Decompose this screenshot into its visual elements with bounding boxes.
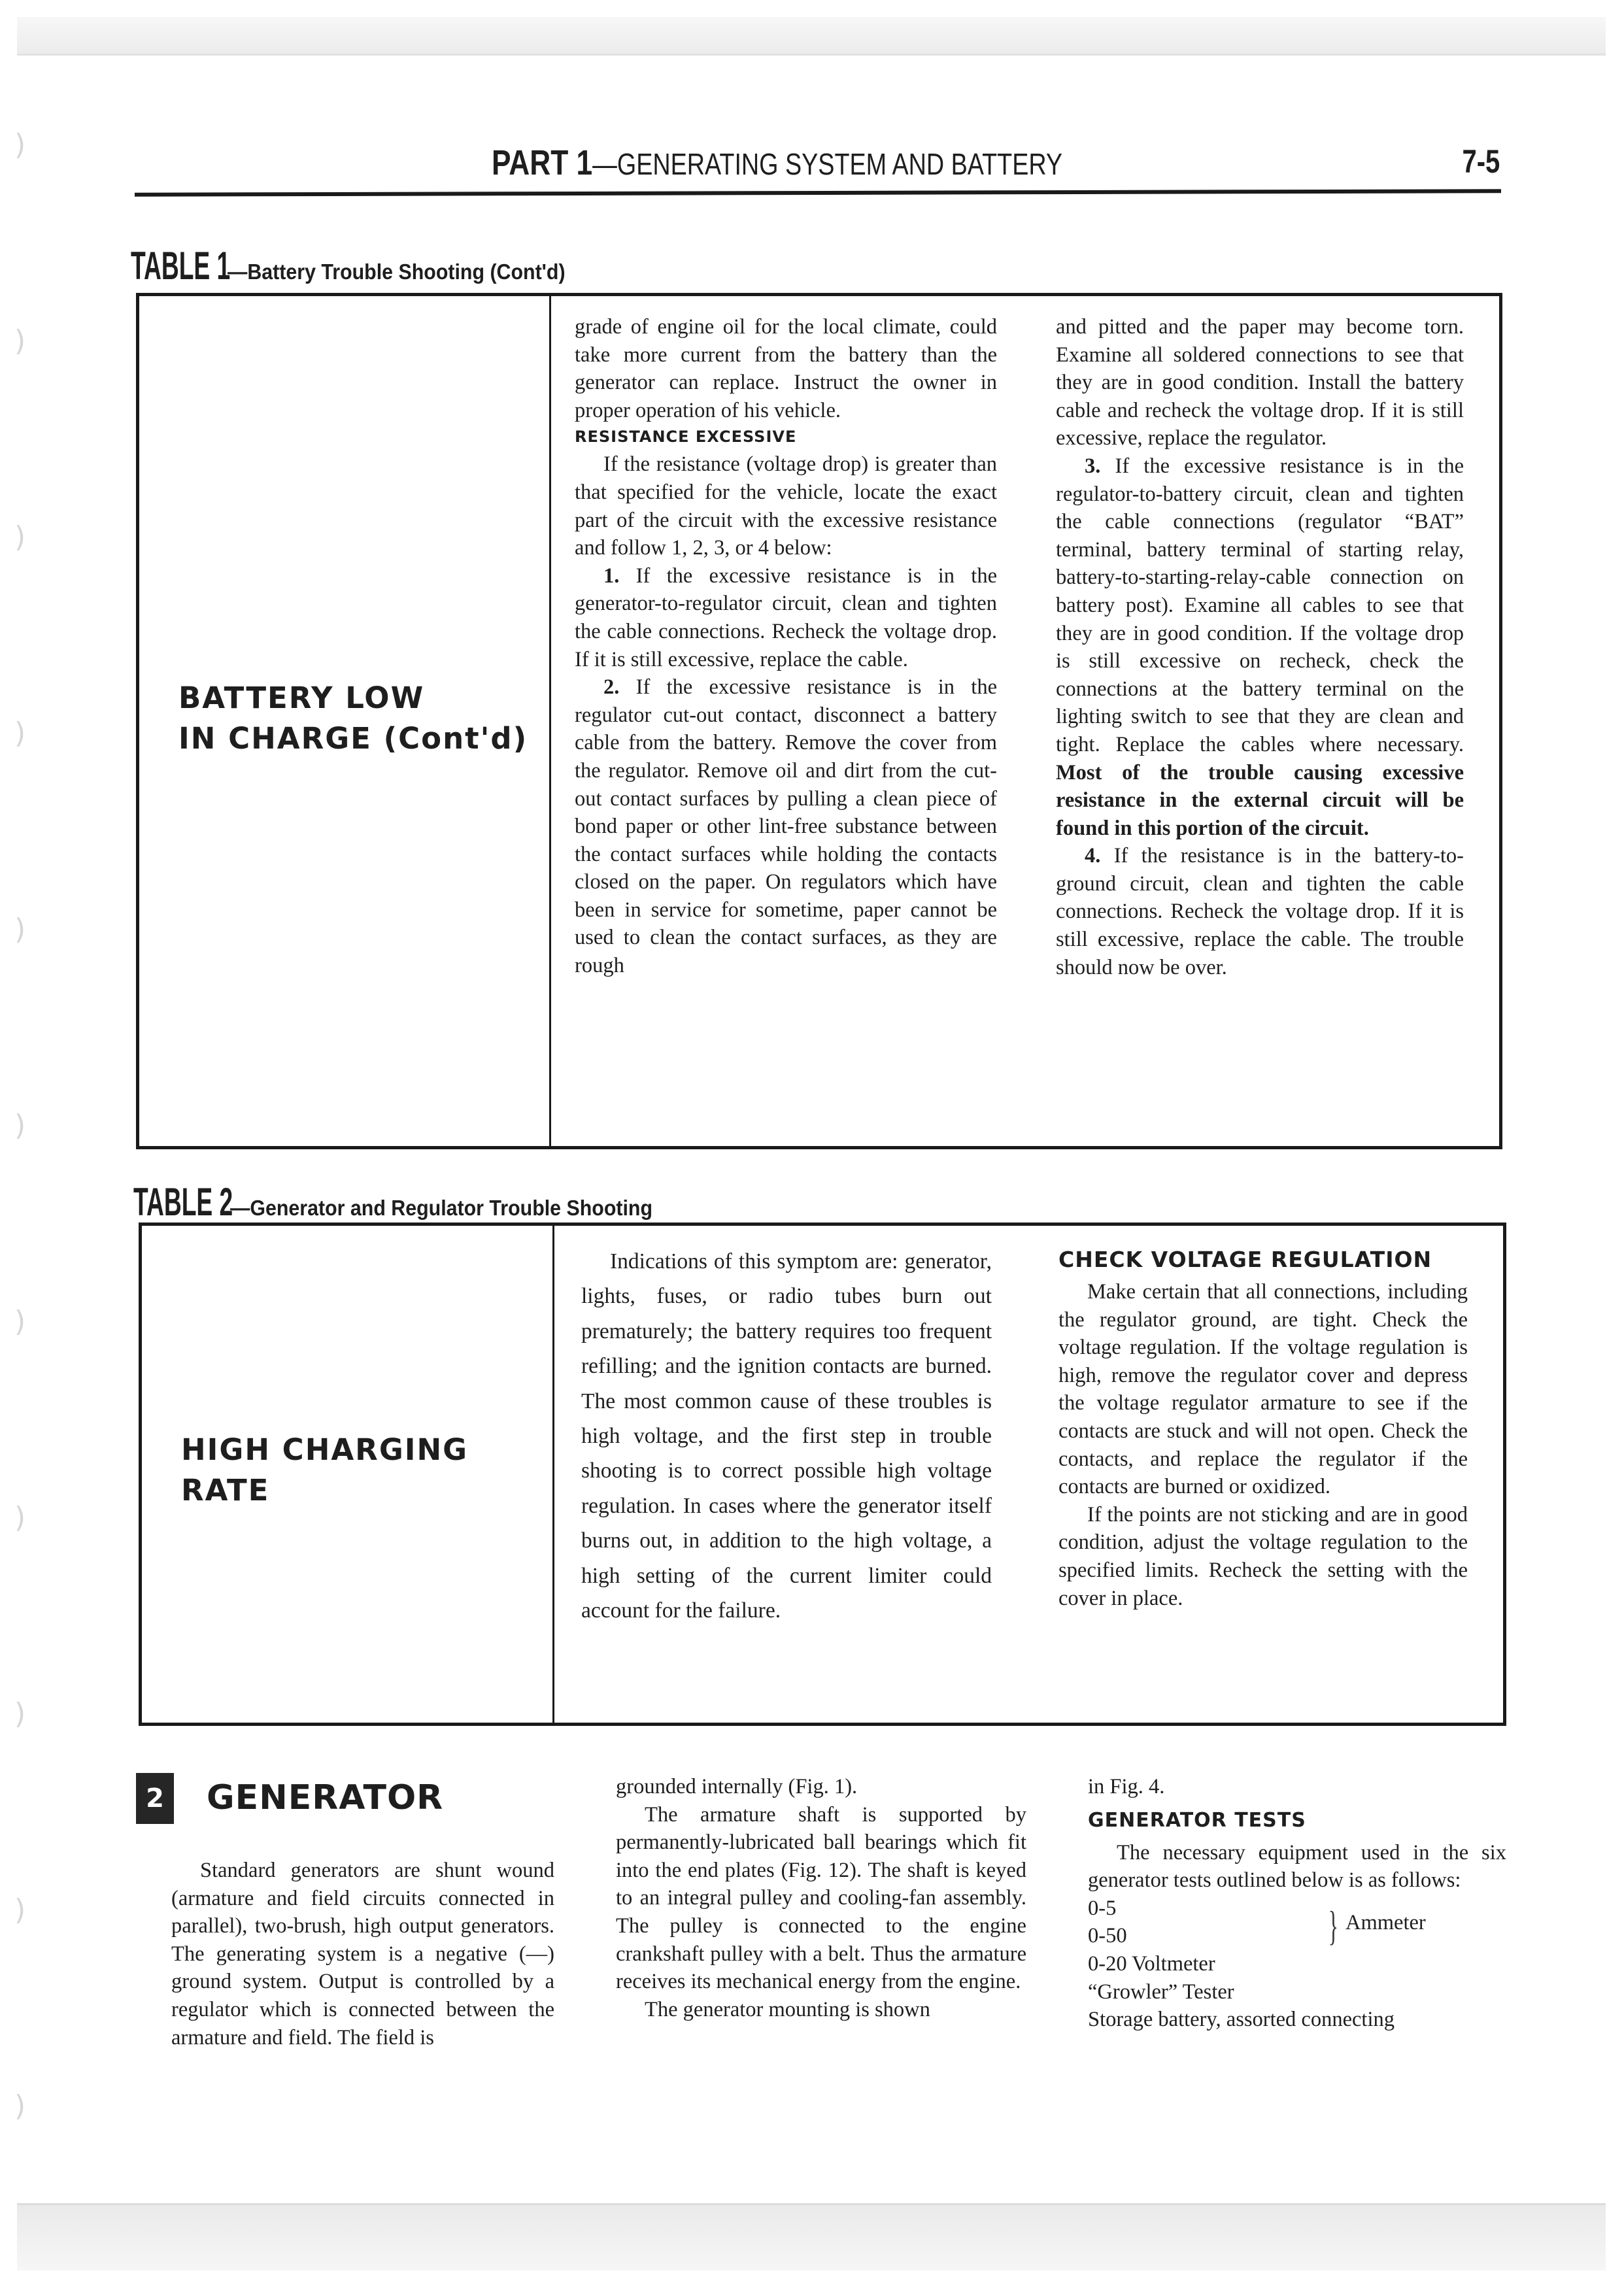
binder-hole-mark: ) bbox=[14, 324, 26, 358]
table2-symptom-line1: HIGH CHARGING bbox=[181, 1432, 469, 1467]
binder-hole-mark: ) bbox=[14, 520, 26, 554]
paragraph: Indications of this symptom are: generator, lights, fuses, or radio tubes burn out prematurely; the battery requires too frequent refilling; and the ignition contacts are burned. The most common cause of these troubles is high voltage, and the first step in trouble shooting is to correct possible high voltage regulation. In cases where the generator itself burns out, in addition to the high voltage, a high setting of the current limiter could account for the failure. bbox=[581, 1249, 992, 1623]
section-title: GENERATOR bbox=[207, 1778, 444, 1817]
subheading-check-voltage-regulation: CHECK VOLTAGE REGULATION bbox=[1058, 1247, 1432, 1272]
table2-symptom-line2: RATE bbox=[181, 1473, 270, 1508]
paragraph: Make certain that all connections, including the regulator ground, are tight. Check the voltage regulation. If the voltage regulation is high, remove the regulator cover and depress the voltage regulator armature to see if the contacts are stuck and will not open. Check the contacts, and replace the regulator if the contacts are burned or oxidized. bbox=[1058, 1280, 1468, 1499]
table2-symptom bbox=[181, 1430, 468, 1511]
equipment-item: Storage battery, assorted connecting bbox=[1088, 2008, 1395, 2032]
binder-hole-mark: ) bbox=[14, 1697, 26, 1730]
paragraph: The generator mounting is shown bbox=[645, 1997, 930, 2021]
binder-hole-mark: ) bbox=[14, 1109, 26, 1142]
binder-hole-mark: ) bbox=[14, 128, 26, 161]
binder-hole-mark: ) bbox=[14, 2089, 26, 2123]
subheading-resistance-excessive: RESISTANCE EXCESSIVE bbox=[575, 428, 797, 447]
paragraph: The armature shaft is supported by permanently-lubricated ball bearings which fit into the end plates (Fig. 12). The shaft is keyed to an integral pulley and cooling-fan assembly. The pulley is connected to the engine crankshaft pulley with a belt. Thus the armature receives its mechanical energy from the engine. bbox=[616, 1802, 1026, 1994]
table2-remedy-column-2 bbox=[1058, 1245, 1468, 1612]
equipment-item: 0-50 bbox=[1088, 1924, 1127, 1948]
part-title bbox=[492, 143, 1062, 183]
step-text: If the excessive resistance is in the regulator-to-battery circuit, clean and tighten the cable connections (regulator “BAT” terminal, battery terminal of starting relay, battery-to-starting-relay-cable connection on battery post). Examine all cables to see that they are in good condition. If the voltage drop is still excessive on recheck, check the connections at the battery terminal on the lighting switch to see that they are clean and tight. Replace the cables where necessary. bbox=[1056, 454, 1464, 756]
table2 bbox=[139, 1223, 1506, 1726]
generator-column-2 bbox=[616, 1773, 1026, 2023]
step-text: If the excessive resistance is in the regulator cut-out contact, disconnect a battery cable from the battery. Remove the cover from the regulator. Remove oil and dirt from the cut-out contact surfaces by pulling a clean piece of bond paper or other lint-free substance between the contact surfaces while holding the contacts closed on the paper. On regulators which have been in service for sometime, paper cannot be used to clean the contact surfaces, as they are rough bbox=[575, 675, 997, 978]
brace-icon: } bbox=[1328, 1902, 1339, 1949]
step-number: 2. bbox=[603, 675, 620, 700]
section-number-badge: 2 bbox=[136, 1773, 174, 1824]
table2-caption-number: TABLE 2 bbox=[133, 1180, 233, 1224]
step-4 bbox=[1056, 842, 1464, 981]
table2-caption-title: —Generator and Regulator Trouble Shooting bbox=[230, 1196, 653, 1220]
table1-caption-title: —Battery Trouble Shooting (Cont'd) bbox=[228, 260, 566, 284]
table2-caption bbox=[133, 1179, 689, 1224]
table2-column-divider bbox=[552, 1226, 554, 1723]
equipment-group-label: Ammeter bbox=[1345, 1910, 1426, 1934]
equipment-item: 0-20 Voltmeter bbox=[1088, 1951, 1215, 1976]
table1 bbox=[136, 293, 1502, 1149]
header-rule bbox=[135, 189, 1501, 196]
step-text: If the resistance is in the battery-to-ground circuit, clean and tighten the cable connections. Recheck the voltage drop. If it is still excessive, replace the cable. The trouble should now be over. bbox=[1056, 844, 1464, 979]
paragraph: and pitted and the paper may become torn. Examine all soldered connections to see that they are in good condition. Install the battery cable and recheck the voltage drop. If it is still excessive, replace the regulator. bbox=[1056, 315, 1464, 450]
equipment-item: 0-5 bbox=[1088, 1896, 1117, 1920]
binder-hole-mark: ) bbox=[14, 913, 26, 946]
table1-caption bbox=[131, 243, 594, 288]
scan-margin-top bbox=[17, 17, 1606, 56]
step-3 bbox=[1056, 452, 1464, 842]
step-1 bbox=[575, 562, 997, 673]
generator-column-1 bbox=[171, 1857, 554, 2051]
scan-margin-bottom bbox=[17, 2203, 1606, 2270]
binder-hole-mark: ) bbox=[14, 1893, 26, 1927]
table1-symptom-line1: BATTERY LOW bbox=[178, 681, 425, 715]
table1-column-divider bbox=[549, 296, 551, 1146]
paragraph: Standard generators are shunt wound (armature and field circuits connected in parallel), two-brush, high output generators. The generating system is a negative (—) ground system. Output is controlled by a regulator which is connected between the armature and field. The field is bbox=[171, 1859, 554, 2049]
paragraph: The necessary equipment used in the six generator tests outlined below is as follows: bbox=[1088, 1840, 1506, 1893]
equipment-list bbox=[1088, 1895, 1506, 2034]
table1-symptom-line2: IN CHARGE (Cont'd) bbox=[178, 721, 528, 756]
table1-remedy-column-1 bbox=[575, 313, 997, 980]
step-number: 4. bbox=[1085, 844, 1101, 868]
running-header bbox=[135, 137, 1501, 187]
equipment-item: “Growler” Tester bbox=[1088, 1980, 1234, 2004]
paragraph: in Fig. 4. bbox=[1088, 1775, 1165, 1798]
table1-remedy-column-2 bbox=[1056, 313, 1464, 981]
emphasis-note: Most of the trouble causing excessive resistance in the external circuit will be found in this portion of the circuit. bbox=[1056, 760, 1464, 840]
paragraph: grounded internally (Fig. 1). bbox=[616, 1775, 858, 1798]
part-subtitle: —GENERATING SYSTEM AND BATTERY bbox=[592, 147, 1063, 181]
paragraph: If the points are not sticking and are in good condition, adjust the voltage regulation to the specified limits. Recheck the setting with the cover in place. bbox=[1058, 1502, 1468, 1610]
table1-symptom bbox=[178, 678, 528, 759]
binder-hole-mark: ) bbox=[14, 1305, 26, 1338]
step-number: 1. bbox=[603, 564, 620, 588]
table2-remedy-column-1 bbox=[581, 1244, 992, 1628]
binder-hole-mark: ) bbox=[14, 717, 26, 750]
step-text: If the excessive resistance is in the generator-to-regulator circuit, clean and tighten the cable connections. Recheck the voltage drop. If it is still excessive, replace the cable. bbox=[575, 564, 997, 671]
table1-caption-number: TABLE 1 bbox=[131, 244, 231, 288]
step-2 bbox=[575, 673, 997, 980]
paragraph: grade of engine oil for the local climate, could take more current from the battery than the generator can replace. Instruct the owner in proper operation of his vehicle. bbox=[575, 315, 997, 422]
step-number: 3. bbox=[1085, 454, 1101, 478]
part-label: PART 1 bbox=[492, 143, 593, 182]
page-number: 7-5 bbox=[1462, 143, 1500, 180]
paragraph: If the resistance (voltage drop) is greater than that specified for the vehicle, locate the exact part of the circuit with the excessive resistance and follow 1, 2, 3, or 4 below: bbox=[575, 452, 997, 560]
generator-column-3 bbox=[1088, 1773, 1506, 2034]
subheading-generator-tests: GENERATOR TESTS bbox=[1088, 1808, 1306, 1832]
binder-hole-mark: ) bbox=[14, 1501, 26, 1534]
